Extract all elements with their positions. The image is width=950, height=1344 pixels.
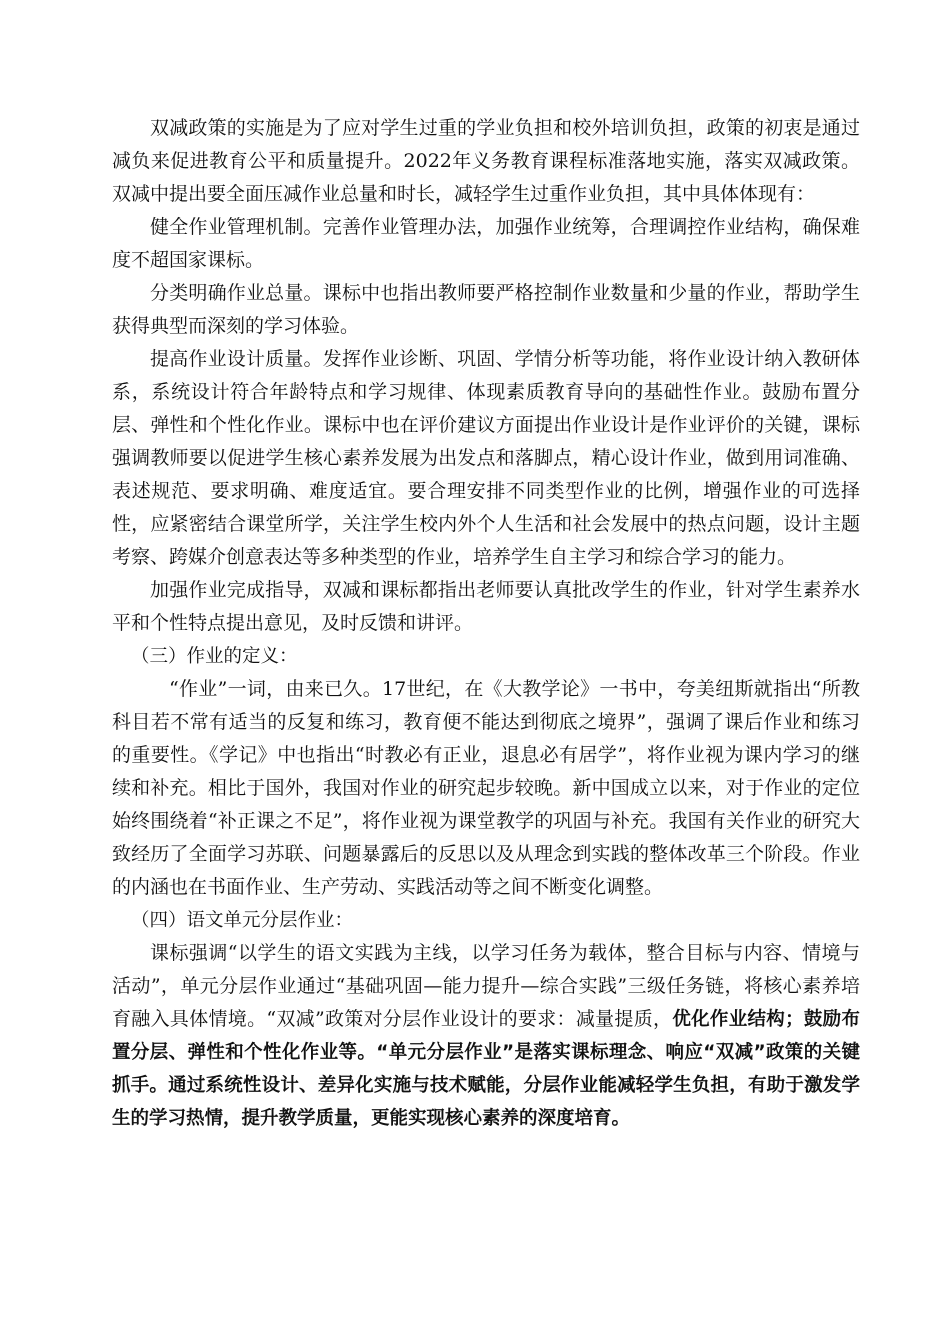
paragraph-homework-quality: 提高作业设计质量。发挥作业诊断、巩固、学情分析等功能，将作业设计纳入教研体系，系统设计符合年龄特点和学习规律、体现素质教育导向的基础性作业。鼓励布置分层、弹性和个性化作业。课标中也在评价建议方面提出作业设计是作业评价的关键，课标强调教师要以促进学生核心素养发展为出发点和落脚点，精心设计作业，做到用词准确、表述规范、要求明确、难度适宜。要合理安排不同类型作业的比例，增强作业的可选择性，应紧密结合课堂所学，关注学生校内外个人生活和社会发展中的热点问题，设计主题考察、跨媒介创意表达等多种类型的作业，培养学生自主学习和综合学习的能力。 <box>112 348 860 568</box>
section-heading-layered-homework: （四）语文单元分层作业： <box>131 910 354 931</box>
paragraph-homework-amount: 分类明确作业总量。课标中也指出教师要严格控制作业数量和少量的作业，帮助学生获得典型而深刻的学习体验。 <box>112 282 860 337</box>
document-page <box>112 112 860 1135</box>
layered-homework-bold-text: 优化作业结构；鼓励布置分层、弹性和个性化作业等。“单元分层作业”是落实课标理念、响应“双减”政策的关键抓手。通过系统性设计、差异化实施与技术赋能，分层作业能减轻学生负担，有助于激发学生的学习热情，提升教学质量，更能实现核心素养的深度培育。 <box>112 1009 860 1129</box>
paragraph-layered-homework <box>112 937 860 1135</box>
section-heading-definition: （三）作业的定义： <box>131 646 298 667</box>
layered-homework-text: 课标强调“以学生的语文实践为主线，以学习任务为载体，整合目标与内容、情境与活动”，单元分层作业通过“基础巩固—能力提升—综合实践”三级任务链，将核心素养培育融入具体情境。“双减”政策对分层作业设计的要求：减量提质， <box>112 942 860 1030</box>
paragraph-homework-management: 健全作业管理机制。完善作业管理办法，加强作业统筹，合理调控作业结构，确保难度不超国家课标。 <box>112 216 860 271</box>
paragraph-double-reduction: 双减政策的实施是为了应对学生过重的学业负担和校外培训负担，政策的初衷是通过减负来促进教育公平和质量提升。2022年义务教育课程标准落地实施，落实双减政策。双减中提出要全面压减作业总量和时长，减轻学生过重作业负担，其中具体体现有： <box>112 117 860 205</box>
paragraph-definition: “作业”一词，由来已久。17世纪，在《大教学论》一书中，夸美纽斯就指出“所教科目若不常有适当的反复和练习，教育便不能达到彻底之境界”，强调了课后作业和练习的重要性。《学记》中也指出“时教必有正业，退息必有居学”，将作业视为课内学习的继续和补充。相比于国外，我国对作业的研究起步较晚。新中国成立以来，对于作业的定位始终围绕着“补正课之不足”，将作业视为课堂教学的巩固与补充。我国有关作业的研究大致经历了全面学习苏联、问题暴露后的反思以及从理念到实践的整体改革三个阶段。作业的内涵也在书面作业、生产劳动、实践活动等之间不断变化调整。 <box>112 678 860 898</box>
paragraph-homework-guidance: 加强作业完成指导，双减和课标都指出老师要认真批改学生的作业，针对学生素养水平和个性特点提出意见，及时反馈和讲评。 <box>112 579 860 634</box>
